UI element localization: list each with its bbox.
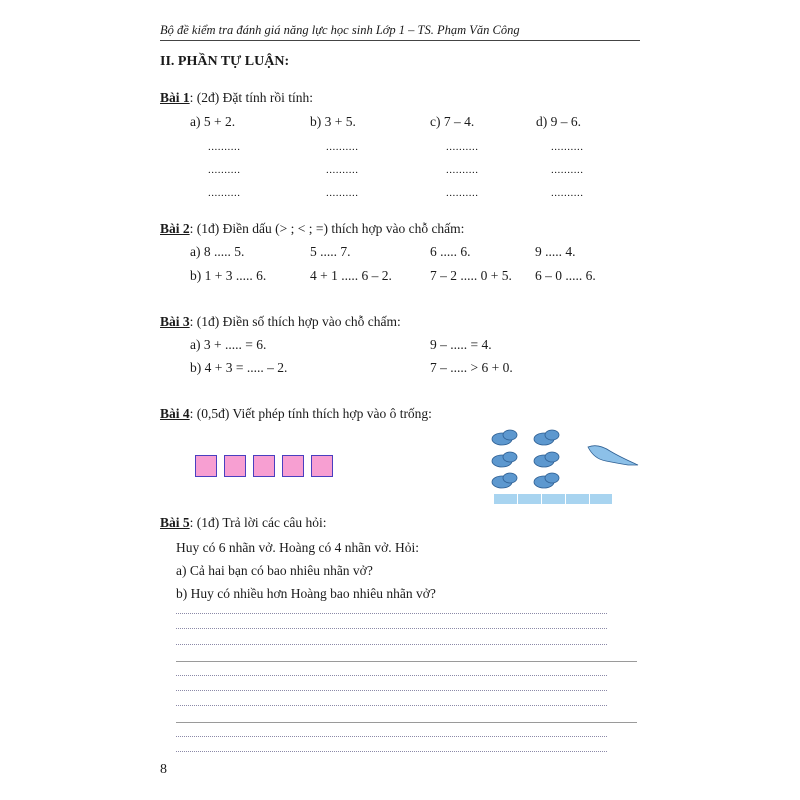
answer-line[interactable] <box>176 628 607 629</box>
ex2-item: 9 ..... 4. <box>535 244 576 259</box>
ex1-answer-dots[interactable]: .......... <box>446 141 479 153</box>
exercise-1-title <box>160 89 313 107</box>
ex1-item: d) 9 – 6. <box>536 114 581 129</box>
ex1-answer-dots[interactable]: .......... <box>551 164 584 176</box>
answer-box[interactable] <box>282 455 304 477</box>
answer-box[interactable] <box>253 455 275 477</box>
exercise-instruction: : (2đ) Đặt tính rồi tính: <box>189 90 313 105</box>
ex2-item: 4 + 1 ..... 6 – 2. <box>310 268 392 283</box>
ex1-answer-dots[interactable]: .......... <box>208 187 241 199</box>
butterfly-icon <box>492 473 517 488</box>
exercise-5-title <box>160 514 327 532</box>
ex1-item: b) 3 + 5. <box>310 114 356 129</box>
ex1-answer-dots[interactable]: .......... <box>208 164 241 176</box>
butterfly-icon <box>534 430 559 445</box>
ex1-answer-dots[interactable]: .......... <box>326 164 359 176</box>
ex2-item: 6 – 0 ..... 6. <box>535 268 596 283</box>
page-number: 8 <box>160 762 167 777</box>
ex1-answer-dots[interactable]: .......... <box>446 187 479 199</box>
butterfly-icon <box>534 473 559 488</box>
answer-box[interactable] <box>311 455 333 477</box>
exercise-4-title <box>160 405 432 423</box>
butterflies-illustration <box>488 425 648 510</box>
ex3-item: 7 – ..... > 6 + 0. <box>430 360 513 375</box>
ex1-answer-dots[interactable]: .......... <box>551 187 584 199</box>
ex1-answer-dots[interactable]: .......... <box>446 164 479 176</box>
running-header: Bộ đề kiểm tra đánh giá năng lực học sinh Lớp 1 – TS. Phạm Văn Công <box>160 23 520 37</box>
answer-line[interactable] <box>176 690 607 691</box>
header-rule <box>160 40 640 41</box>
answer-line[interactable] <box>176 613 607 614</box>
ex5-intro: Huy có 6 nhãn vở. Hoàng có 4 nhãn vở. Hỏi: <box>176 540 419 555</box>
butterfly-icon <box>492 452 517 467</box>
exercise-label: Bài 3 <box>160 314 190 329</box>
ex5-question-a: a) Cả hai bạn có bao nhiêu nhãn vở? <box>176 563 373 578</box>
answer-line[interactable] <box>176 644 607 645</box>
answer-line[interactable] <box>176 736 607 737</box>
section-title: II. PHẦN TỰ LUẬN: <box>160 54 290 69</box>
exercise-instruction: : (0,5đ) Viết phép tính thích hợp vào ô trống: <box>189 406 432 421</box>
exercise-label: Bài 4 <box>160 406 190 421</box>
butterfly-icon <box>534 452 559 467</box>
separator-line <box>176 661 637 662</box>
answer-box[interactable] <box>224 455 246 477</box>
exercise-label: Bài 5 <box>160 515 190 530</box>
ex1-answer-dots[interactable]: .......... <box>326 141 359 153</box>
answer-box[interactable] <box>195 455 217 477</box>
flying-butterfly-icon <box>588 446 638 465</box>
butterfly-icon <box>492 430 517 445</box>
exercise-instruction: : (1đ) Điền dấu (> ; < ; =) thích hợp vào chỗ chấm: <box>189 221 465 236</box>
exercise-3-title <box>160 313 401 331</box>
exercise-2-title <box>160 220 464 238</box>
exercise-instruction: : (1đ) Trả lời các câu hỏi: <box>189 515 327 530</box>
exercise-instruction: : (1đ) Điền số thích hợp vào chỗ chấm: <box>189 314 401 329</box>
ex2-item: 5 ..... 7. <box>310 244 351 259</box>
ex1-answer-dots[interactable]: .......... <box>326 187 359 199</box>
answer-line[interactable] <box>176 675 607 676</box>
ex2-item: 7 – 2 ..... 0 + 5. <box>430 268 512 283</box>
ex2-item: a) 8 ..... 5. <box>190 244 245 259</box>
ex3-item: b) 4 + 3 = ..... – 2. <box>190 360 288 375</box>
answer-line[interactable] <box>176 705 607 706</box>
ex1-item: a) 5 + 2. <box>190 114 236 129</box>
ex2-item: b) 1 + 3 ..... 6. <box>190 268 267 283</box>
separator-line <box>176 722 637 723</box>
answer-line[interactable] <box>176 751 607 752</box>
ex5-question-b: b) Huy có nhiều hơn Hoàng bao nhiêu nhãn vở? <box>176 586 436 601</box>
ex3-item: a) 3 + ..... = 6. <box>190 337 267 352</box>
exercise-label: Bài 1 <box>160 90 190 105</box>
ex2-item: 6 ..... 6. <box>430 244 471 259</box>
ex1-item: c) 7 – 4. <box>430 114 475 129</box>
ex1-answer-dots[interactable]: .......... <box>208 141 241 153</box>
ex3-item: 9 – ..... = 4. <box>430 337 492 352</box>
exercise-label: Bài 2 <box>160 221 190 236</box>
ex1-answer-dots[interactable]: .......... <box>551 141 584 153</box>
